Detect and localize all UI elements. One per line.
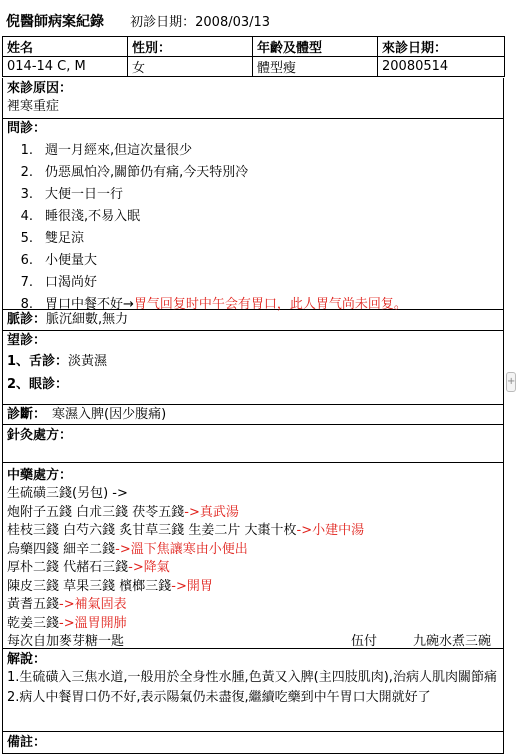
explanation-section xyxy=(2,649,504,732)
herbal-line: 桂枝三錢 白芍六錢 炙甘草三錢 生姜二片 大棗十枚->小建中湯 xyxy=(7,523,365,538)
inquiry-list xyxy=(7,140,499,316)
reason-value: 裡寒重症 xyxy=(7,99,60,114)
tongue-label: 1、舌診： xyxy=(7,354,69,369)
pulse-section xyxy=(2,310,504,331)
patient-sex: 女 xyxy=(128,57,253,77)
list-item: 5. 雙足涼 xyxy=(20,231,85,246)
reason-label: 來診原因： xyxy=(7,81,73,96)
diagnosis-label: 診斷： xyxy=(7,407,47,422)
acupuncture-section xyxy=(2,425,504,463)
age-header: 年齡及體型 xyxy=(253,37,378,57)
first-visit-date: 初診日期：2008/03/13 xyxy=(130,15,271,30)
herbal-line: 烏藥四錢 細辛二錢->溫下焦讓寒由小便出 xyxy=(7,541,248,557)
explanation-p2: 2.病人中餐胃口仍不好,表示陽氣仍未盡復,繼續吃藥到中午胃口大開就好了 xyxy=(7,690,431,705)
visit-date-header: 來診日期： xyxy=(378,37,505,57)
record-title: 倪醫師病案紀錄 xyxy=(6,14,104,30)
tongue-value: 淡黃濕 xyxy=(68,354,108,369)
record-header xyxy=(6,12,270,32)
patient-info-table xyxy=(2,36,505,77)
herbal-line: 乾姜三錢->溫胃開肺 xyxy=(7,615,127,631)
diagnosis-value: 寒濕入脾(因少腹痛) xyxy=(52,407,167,422)
visit-date: 20080514 xyxy=(378,57,505,77)
list-item: 3. 大便一日一行 xyxy=(20,187,124,202)
inquiry-label: 問診： xyxy=(7,121,47,136)
pulse-label: 脈診： xyxy=(7,312,47,327)
explanation-p1: 1.生硫磺入三焦水道,一般用於全身性水腫,色黃又入脾(主四肢肌肉),治病人肌肉關節痛 xyxy=(7,670,497,685)
side-handle-icon[interactable]: + xyxy=(506,372,516,392)
herbal-instruction: 每次自加麥芽糖一匙 xyxy=(7,634,125,649)
eye-label: 2、眼診： xyxy=(7,377,69,392)
sex-header: 性別： xyxy=(128,37,253,57)
herbal-section xyxy=(2,463,504,649)
herbal-boil: 九碗水煮三碗 xyxy=(412,634,491,649)
info-header-row xyxy=(3,37,505,57)
name-header: 姓名 xyxy=(3,37,128,57)
remarks-section xyxy=(2,732,504,754)
reason-section xyxy=(2,78,504,119)
look-section xyxy=(2,331,504,405)
list-item: 8. 胃口中餐不好→胃气回复时中午会有胃口，此人胃气尚未回复。 xyxy=(20,297,407,312)
herbal-line: 炮附子五錢 白朮三錢 茯苓五錢->真武湯 xyxy=(7,504,239,520)
info-value-row xyxy=(3,57,505,77)
explanation-label: 解說： xyxy=(7,652,47,667)
list-item: 2. 仍惡風怕冷,關節仍有痛,今天特別冷 xyxy=(20,165,249,180)
list-item: 7. 口渴尚好 xyxy=(20,275,98,290)
herbal-label: 中藥處方： xyxy=(7,468,73,483)
inquiry-note: 胃气回复时中午会有胃口，此人胃气尚未回复。 xyxy=(133,297,407,312)
body-type: 體型瘦 xyxy=(253,57,378,77)
list-item: 6. 小便量大 xyxy=(20,253,98,268)
arrow-icon: → xyxy=(123,297,134,312)
list-item: 4. 睡很淺,不易入眠 xyxy=(20,209,141,224)
pulse-value: 脈沉細數,無力 xyxy=(46,312,129,327)
herbal-line: 厚朴二錢 代赭石三錢->降氣 xyxy=(7,560,170,575)
list-item: 1. 週一月經來,但這次量很少 xyxy=(20,143,193,158)
diagnosis-section xyxy=(2,405,504,425)
herbal-doses: 伍付 xyxy=(351,634,378,649)
patient-id: 014-14 C, M xyxy=(3,57,128,77)
herbal-line: 陳皮三錢 草果三錢 檳榔三錢->開胃 xyxy=(7,578,213,594)
inquiry-section xyxy=(2,119,504,310)
herbal-line: 生硫磺三錢(另包) -> xyxy=(7,486,128,501)
look-label: 望診： xyxy=(7,333,47,348)
herbal-line: 黃耆五錢->補氣固表 xyxy=(7,597,127,612)
acupuncture-label: 針灸處方： xyxy=(7,428,73,443)
remarks-label: 備註： xyxy=(7,735,47,750)
